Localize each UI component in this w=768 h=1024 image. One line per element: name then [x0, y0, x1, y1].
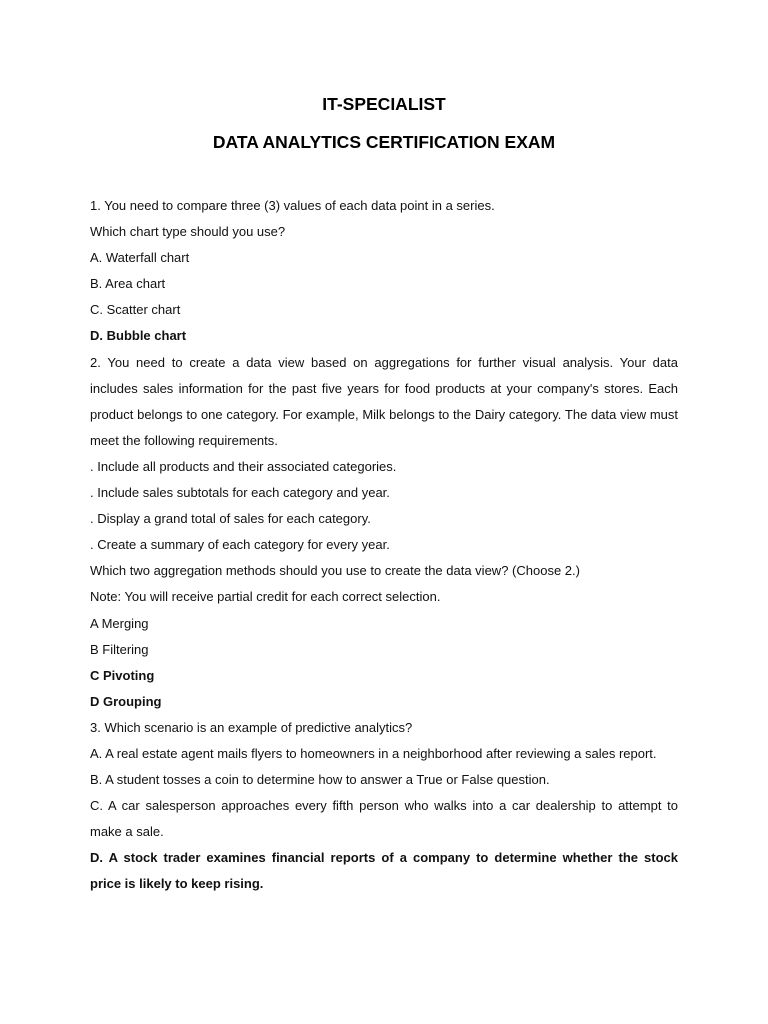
- exam-content: [90, 193, 678, 898]
- q1-option-b: B. Area chart: [90, 276, 166, 292]
- page-subtitle: DATA ANALYTICS CERTIFICATION EXAM: [212, 132, 556, 152]
- q2-option-d-correct: D Grouping: [90, 693, 162, 709]
- q1-option-a: A. Waterfall chart: [90, 250, 190, 266]
- q1-question-line2: Which chart type should you use?: [90, 224, 286, 240]
- q2-question: 2. You need to create a data view based on aggregations for further visual analysis. Your data includes sales information for the past five years for food products at your company's stores. Each product belongs to one category. For example, Milk belongs to the Dairy category. The data view must meet the following requirements.: [90, 354, 678, 448]
- q2-option-c-correct: C Pivoting: [90, 667, 155, 683]
- q2-option-a: A Merging: [90, 615, 149, 631]
- question-1: [90, 193, 678, 350]
- q3-option-a: A. A real estate agent mails flyers to homeowners in a neighborhood after reviewing a sales report.: [90, 745, 657, 761]
- q2-option-b: B Filtering: [90, 641, 149, 657]
- page-title: IT-SPECIALIST: [322, 94, 446, 114]
- question-3: [90, 715, 678, 898]
- q2-requirement-2: . Include sales subtotals for each category and year.: [90, 485, 390, 501]
- q2-requirement-3: . Display a grand total of sales for each category.: [90, 511, 371, 527]
- q3-option-c: C. A car salesperson approaches every fifth person who walks into a car dealership to attempt to make a sale.: [90, 798, 678, 840]
- q2-prompt: Which two aggregation methods should you use to create the data view? (Choose 2.): [90, 563, 580, 579]
- q1-option-d-correct: D. Bubble chart: [90, 328, 187, 344]
- q3-question: 3. Which scenario is an example of predictive analytics?: [90, 719, 413, 735]
- q3-option-d-correct: D. A stock trader examines financial reports of a company to determine whether the stock price is likely to keep rising.: [90, 850, 678, 892]
- q2-requirement-4: . Create a summary of each category for every year.: [90, 537, 390, 553]
- q1-question-line1: 1. You need to compare three (3) values of each data point in a series.: [90, 198, 495, 213]
- q3-option-b: B. A student tosses a coin to determine how to answer a True or False question.: [90, 772, 550, 788]
- question-2: [90, 350, 678, 715]
- q1-option-c: C. Scatter chart: [90, 302, 181, 318]
- q2-requirement-1: . Include all products and their associated categories.: [90, 458, 397, 474]
- q2-note: Note: You will receive partial credit for each correct selection.: [90, 589, 441, 605]
